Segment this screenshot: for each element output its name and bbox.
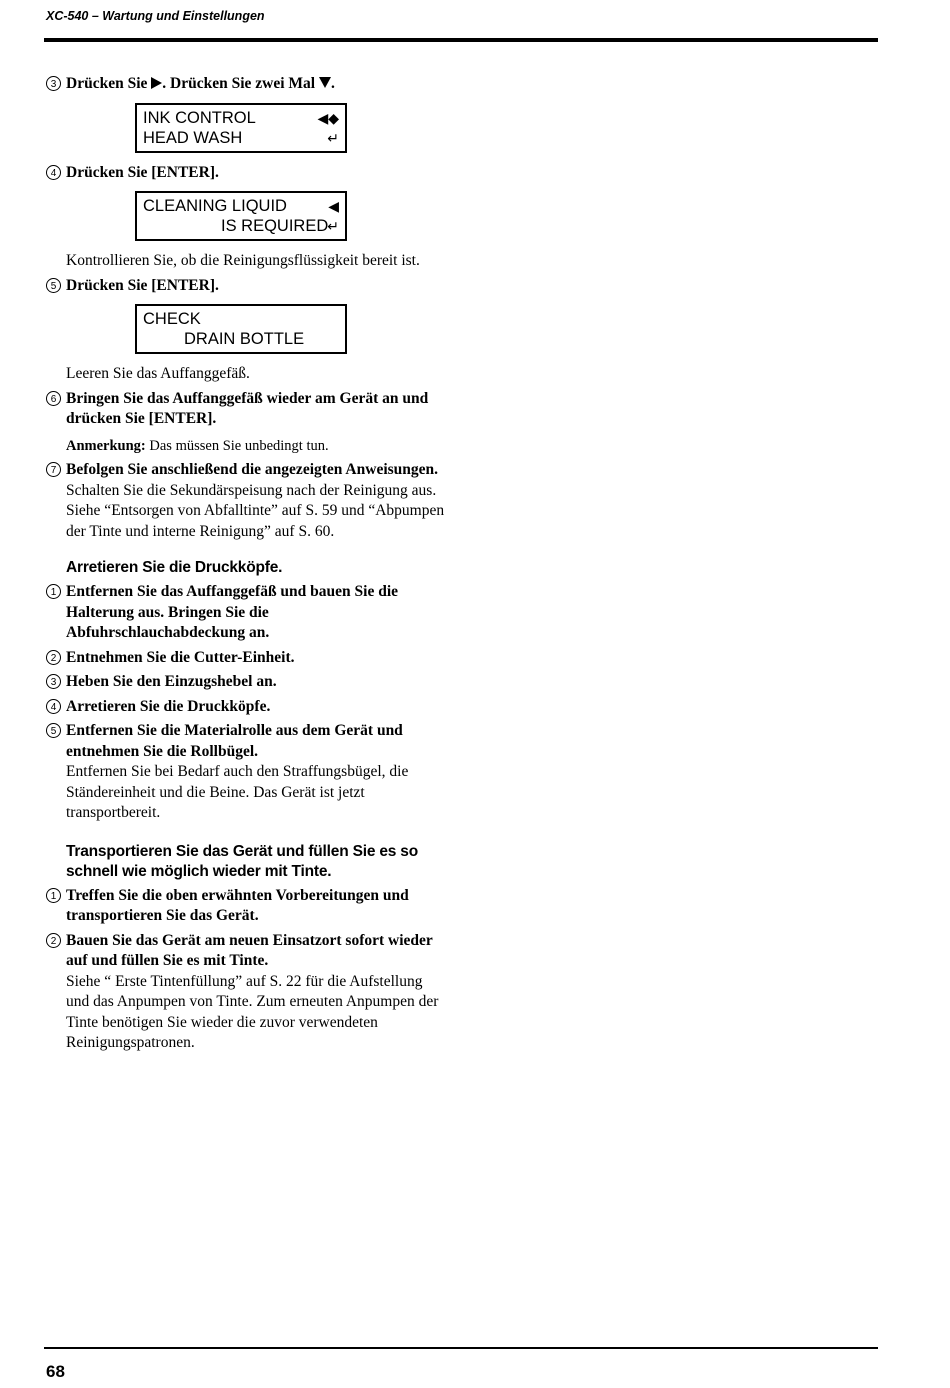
step-3: [46, 74, 446, 95]
left-up-down-icon: ◀◆: [317, 109, 339, 126]
step-text: . Drücken Sie zwei Mal: [162, 75, 319, 92]
step-number: 2: [46, 933, 61, 948]
paragraph: Entfernen Sie bei Bedarf auch den Straffungsbügel, die Ständereinheit und die Beine. Das Gerät ist jetzt transportbereit.: [66, 763, 409, 821]
step-text: Heben Sie den Einzugshebel an.: [66, 673, 277, 690]
right-arrow-icon: [151, 77, 162, 89]
section2-step-1: [46, 886, 446, 927]
paragraph: Schalten Sie die Sekundärspeisung nach der Reinigung aus. Siehe “Entsorgen von Abfalltinte” auf S. 59 und “Abpumpen der Tinte und interne Reinigung” auf S. 60.: [66, 481, 445, 540]
step-5: [46, 276, 446, 297]
paragraph: Leeren Sie das Auffanggefäß.: [66, 365, 250, 382]
enter-icon: ↵: [327, 218, 339, 234]
step-7: [46, 460, 446, 481]
lcd-line-1: CHECK: [143, 310, 201, 328]
step-text: Treffen Sie die oben erwähnten Vorbereitungen und transportieren Sie das Gerät.: [66, 886, 409, 924]
step-text: Bauen Sie das Gerät am neuen Einsatzort sofort wieder auf und füllen Sie es mit Tinte.: [66, 931, 433, 969]
left-arrow-icon: ◀: [328, 198, 339, 214]
step-text: Bringen Sie das Auffanggefäß wieder am Gerät an und drücken Sie [ENTER].: [66, 389, 429, 427]
step-text: Drücken Sie [ENTER].: [66, 276, 219, 294]
section-heading: Arretieren Sie die Druckköpfe.: [66, 559, 283, 576]
header-title: XC-540 – Wartung und Einstellungen: [46, 9, 265, 23]
step-number: 4: [46, 699, 61, 714]
section1-step-4: [46, 697, 446, 718]
step-number: 5: [46, 278, 61, 293]
lcd-display: [135, 103, 347, 153]
step-4: [46, 163, 446, 184]
step-text: Entfernen Sie das Auffanggefäß und bauen Sie die Halterung aus. Bringen Sie die Abfuhrschlauchabdeckung an.: [66, 583, 399, 641]
lcd-display: [135, 191, 347, 241]
section1-step-2: [46, 648, 446, 669]
footer-rule: [44, 1347, 878, 1349]
note-text: Das müssen Sie unbedingt tun.: [145, 437, 329, 454]
step-number: 1: [46, 584, 61, 599]
step-number: 3: [46, 674, 61, 689]
step-text: Entnehmen Sie die Cutter-Einheit.: [66, 648, 295, 666]
step-text: .: [330, 75, 335, 92]
paragraph: Kontrollieren Sie, ob die Reinigungsflüssigkeit bereit ist.: [66, 252, 420, 269]
step-number: 1: [46, 888, 61, 903]
step-number: 3: [46, 76, 61, 91]
enter-icon: ↵: [327, 129, 339, 146]
step-text: Drücken Sie: [66, 75, 152, 92]
step-number: 6: [46, 391, 61, 406]
step-number: 5: [46, 723, 61, 738]
step-text: Befolgen Sie anschließend die angezeigten Anweisungen.: [66, 461, 439, 478]
step-text: Entfernen Sie die Materialrolle aus dem Gerät und entnehmen Sie die Rollbügel.: [66, 722, 403, 760]
lcd-line-2: HEAD WASH: [143, 128, 243, 147]
lcd-line-1: INK CONTROL: [143, 108, 256, 127]
step-number: 4: [46, 165, 61, 180]
lcd-line-1: CLEANING LIQUID: [143, 197, 287, 215]
section1-step-1: [46, 582, 446, 644]
content-column: [46, 70, 446, 1054]
paragraph: Siehe “ Erste Tintenfüllung” auf S. 22 für die Aufstellung und das Anpumpen von Tinte. Zum erneuten Anpumpen der Tinte benötigen Sie wieder die zuvor verwendeten Reinigungspatronen.: [66, 972, 439, 1051]
page-number: 68: [46, 1362, 65, 1381]
lcd-display: [135, 304, 347, 354]
step-6: [46, 389, 446, 430]
section1-step-5: [46, 721, 446, 762]
step-text: Drücken Sie [ENTER].: [66, 163, 219, 181]
step-number: 2: [46, 650, 61, 665]
lcd-line-2: IS REQUIRED: [221, 217, 329, 235]
step-text: Arretieren Sie die Druckköpfe.: [66, 697, 271, 715]
down-arrow-icon: [319, 77, 331, 88]
section1-step-3: [46, 672, 446, 693]
step-number: 7: [46, 462, 61, 477]
header-rule: [44, 38, 878, 42]
lcd-line-2: DRAIN BOTTLE: [184, 330, 305, 348]
section-heading: Transportieren Sie das Gerät und füllen Sie es so schnell wie möglich wieder mit Tinte.: [66, 842, 418, 880]
note-label: Anmerkung:: [66, 437, 146, 454]
note: [46, 436, 446, 457]
section2-step-2: [46, 931, 446, 972]
